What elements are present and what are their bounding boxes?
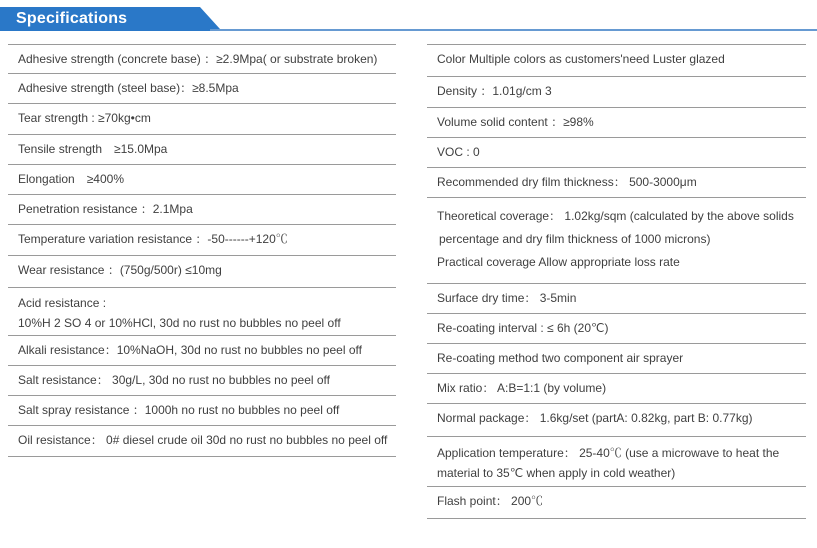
spec-row <box>427 197 806 283</box>
spec-row <box>427 313 806 343</box>
spec-text: Application temperature： 25-40℃ (use a microwave to heat the <box>437 446 780 460</box>
spec-row <box>8 194 396 224</box>
spec-row <box>8 287 396 335</box>
spec-text: Surface dry time： 3-5min <box>437 291 577 305</box>
spec-row <box>8 425 396 457</box>
spec-text: material to 35℃ when apply in cold weather) <box>437 466 676 480</box>
spec-text: Penetration resistance ：2.1Mpa <box>18 202 193 216</box>
spec-row <box>427 107 806 137</box>
spec-row <box>8 335 396 365</box>
spec-row <box>427 343 806 373</box>
spec-row <box>8 164 396 194</box>
spec-column-left <box>8 44 396 457</box>
spec-row <box>8 255 396 287</box>
spec-row <box>427 137 806 167</box>
spec-text: Salt resistance： 30g/L, 30d no rust no bubbles no peel off <box>18 373 330 387</box>
spec-text: Salt spray resistance ：1000h no rust no bubbles no peel off <box>18 403 340 417</box>
spec-row <box>427 486 806 519</box>
spec-text: Tear strength : ≥70kg•cm <box>18 111 151 125</box>
spec-row <box>8 103 396 134</box>
spec-row <box>427 44 806 76</box>
spec-row <box>427 403 806 436</box>
spec-text: Theoretical coverage： 1.02kg/sqm (calculated by the above solids <box>437 209 794 223</box>
spec-row <box>8 224 396 255</box>
spec-row <box>8 395 396 425</box>
spec-text: VOC : 0 <box>437 145 480 159</box>
spec-text: Adhesive strength (steel base)：≥8.5Mpa <box>18 81 239 95</box>
spec-row <box>427 167 806 197</box>
spec-row <box>427 283 806 313</box>
spec-text: Oil resistance： 0# diesel crude oil 30d no rust no bubbles no peel off <box>18 433 388 447</box>
spec-row <box>427 76 806 107</box>
spec-text: Alkali resistance：10%NaOH, 30d no rust no bubbles no peel off <box>18 343 362 357</box>
spec-text: Tensile strength ≥15.0Mpa <box>18 142 168 156</box>
spec-row <box>8 44 396 73</box>
spec-text: Color Multiple colors as customers'need Luster glazed <box>437 52 725 66</box>
spec-text: Re-coating method two component air sprayer <box>437 351 684 365</box>
spec-text: percentage and dry film thickness of 1000 microns) <box>439 232 711 246</box>
spec-text: Adhesive strength (concrete base) ：≥2.9Mpa( or substrate broken) <box>18 52 378 66</box>
spec-text: Normal package： 1.6kg/set (partA: 0.82kg, part B: 0.77kg) <box>437 411 753 425</box>
spec-text: Recommended dry film thickness： 500-3000μm <box>437 175 697 189</box>
spec-text: Volume solid content ：≥98% <box>437 115 594 129</box>
spec-row <box>8 73 396 103</box>
spec-text: Acid resistance : <box>18 296 107 310</box>
spec-row <box>8 365 396 395</box>
spec-text: 10%H 2 SO 4 or 10%HCl, 30d no rust no bubbles no peel off <box>18 316 341 330</box>
spec-text: Flash point： 200℃ <box>437 494 544 508</box>
spec-row <box>427 373 806 403</box>
section-title: Specifications <box>16 10 128 27</box>
section-header <box>0 7 817 32</box>
spec-text: Wear resistance ：(750g/500r) ≤10mg <box>18 263 222 277</box>
spec-row <box>8 134 396 164</box>
spec-text: Re-coating interval : ≤ 6h (20℃) <box>437 321 609 335</box>
spec-row <box>427 436 806 486</box>
spec-text: Temperature variation resistance ：-50------+120℃ <box>18 232 288 246</box>
spec-text: Density ：1.01g/cm 3 <box>437 84 552 98</box>
spec-text: Practical coverage Allow appropriate loss rate <box>437 255 680 269</box>
spec-text: Elongation ≥400% <box>18 172 124 186</box>
spec-text: Mix ratio： A:B=1:1 (by volume) <box>437 381 607 395</box>
spec-column-right <box>427 44 806 519</box>
